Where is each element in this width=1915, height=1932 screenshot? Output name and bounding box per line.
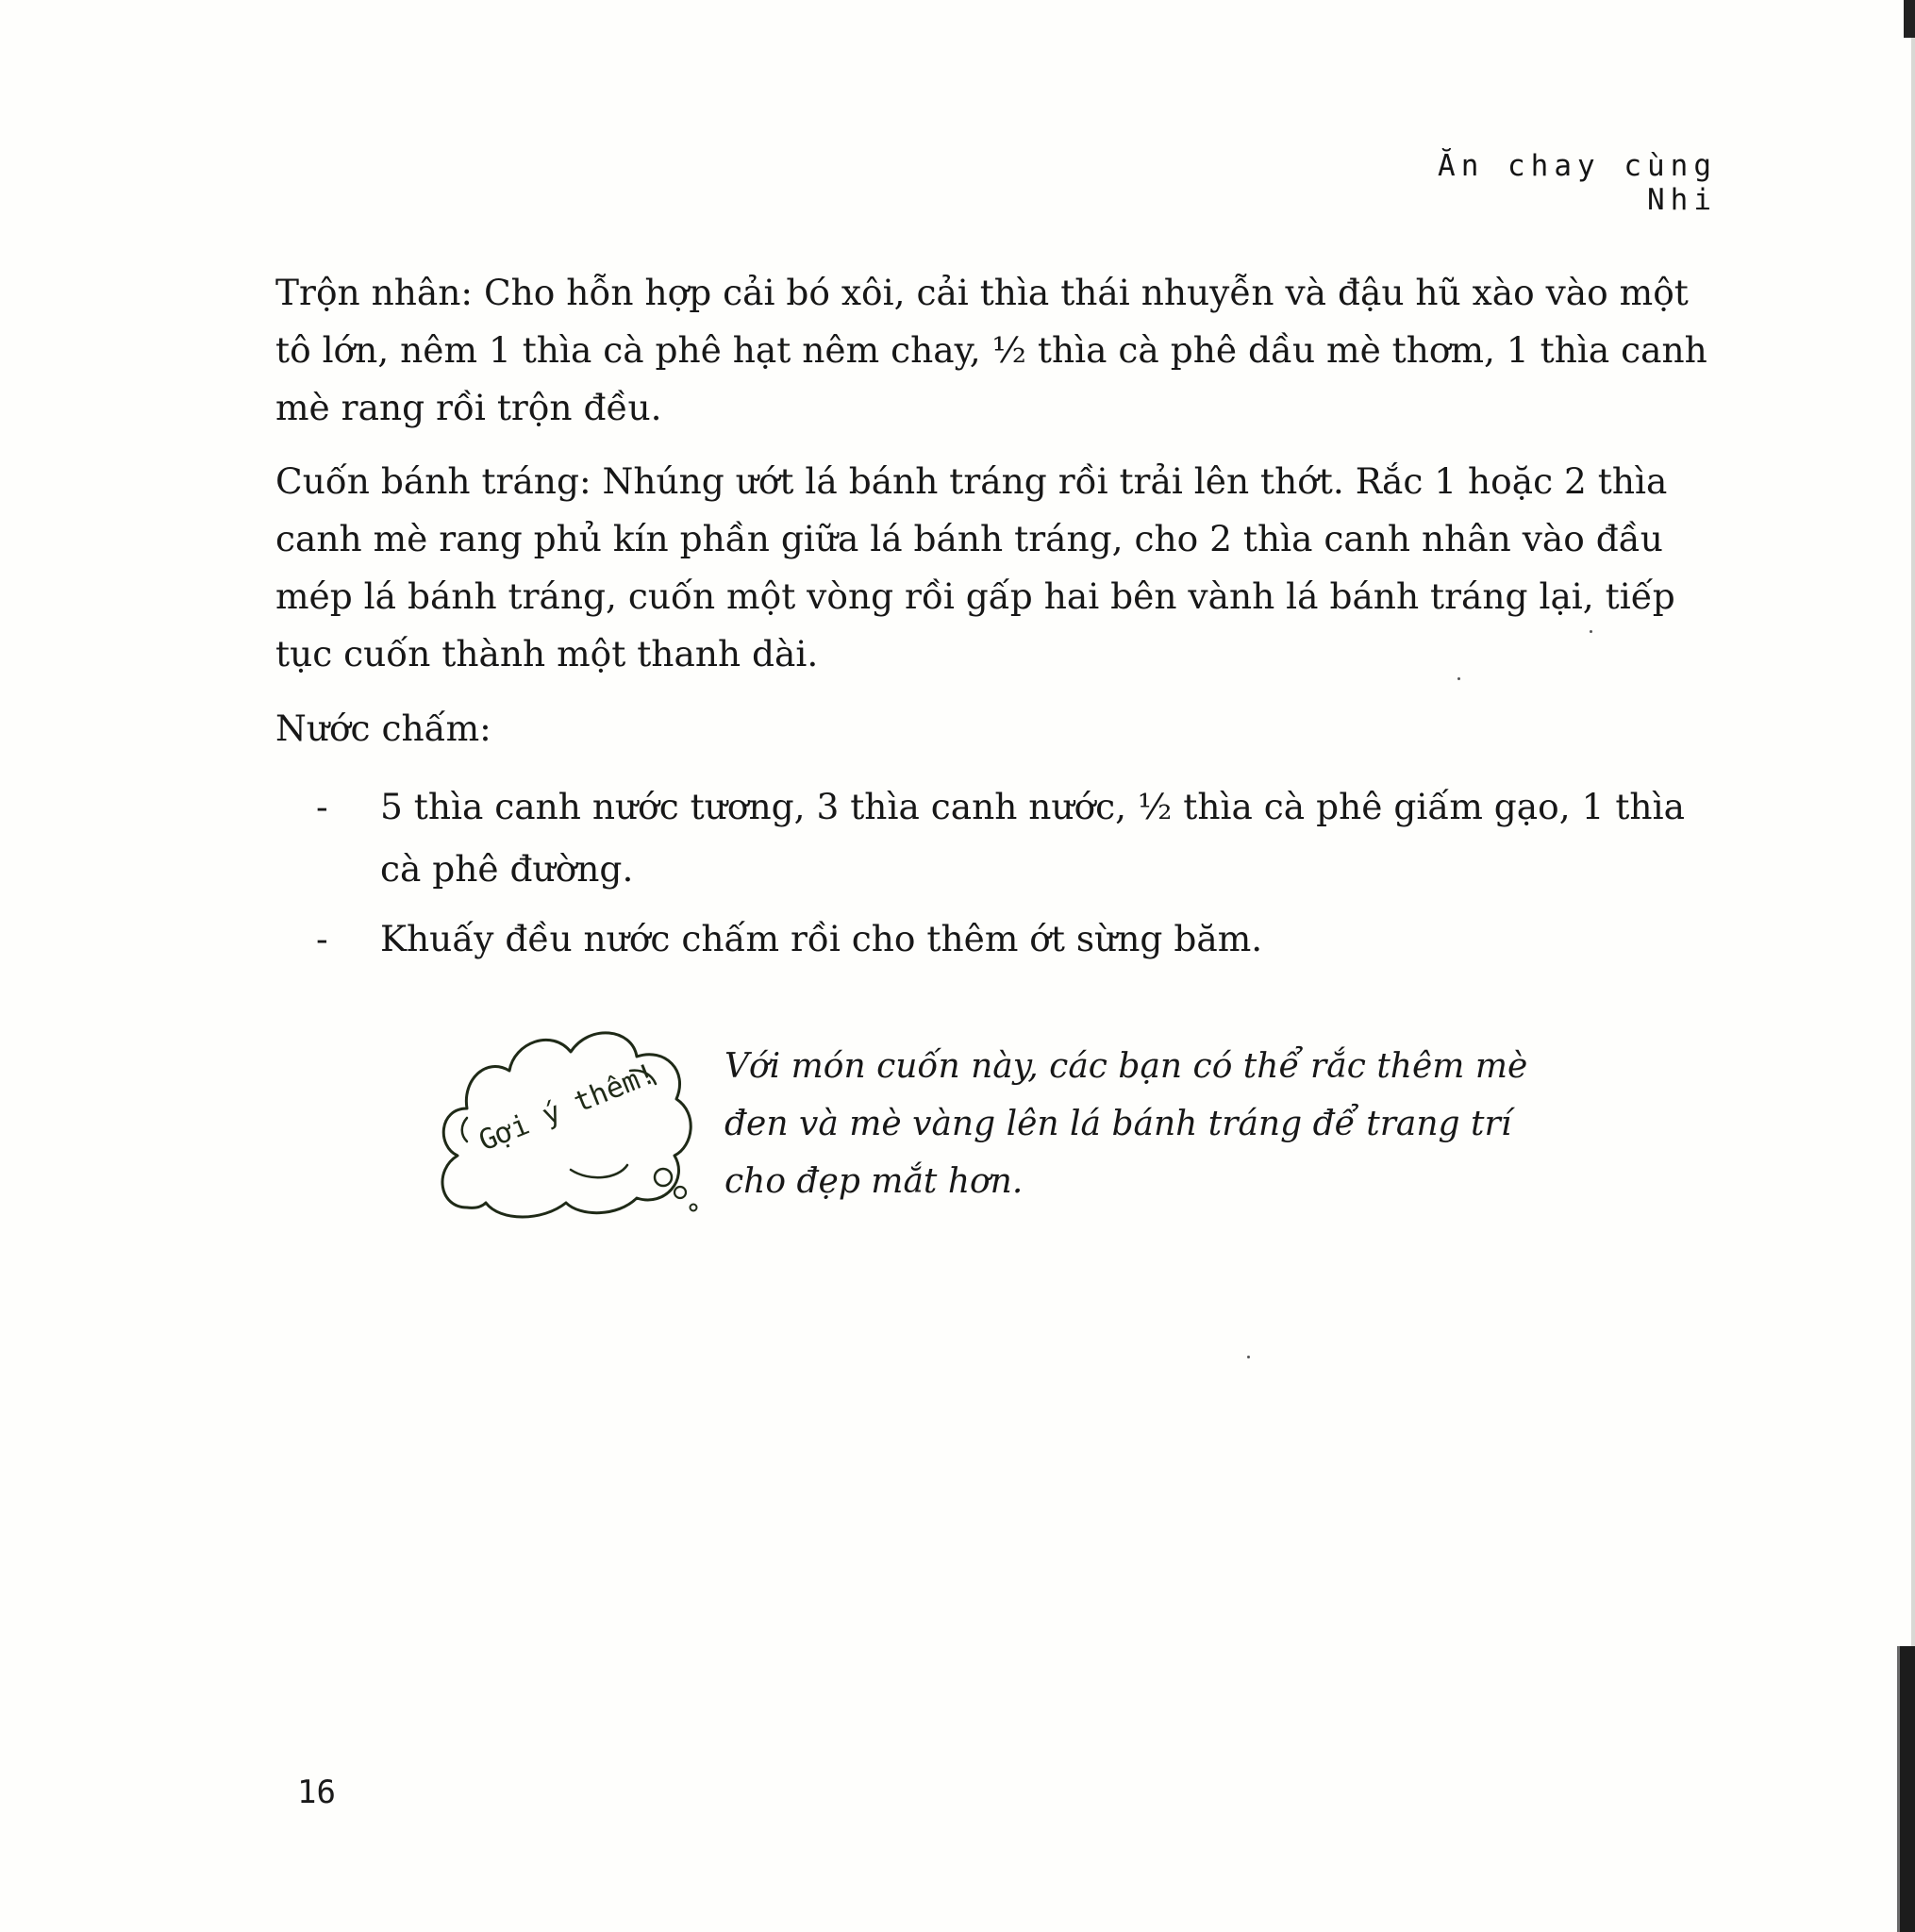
paragraph-sauce-heading: Nước chấm:: [275, 708, 491, 749]
running-head: Ăn chay cùng Nhi: [1438, 149, 1717, 217]
bullet-dash: -: [316, 786, 328, 827]
scan-edge-top: [1904, 0, 1915, 38]
paragraph-rolling: Cuốn bánh tráng: Nhúng ướt lá bánh tráng rồi trải lên thớt. Rắc 1 hoặc 2 thìa canh mè rang phủ kín phần giữa lá bánh tráng, cho 2 thìa canh nhân vào đầu mép lá bánh tráng, cuốn một vòng rồi gấp hai bên vành lá bánh tráng lại, tiếp tục cuốn thành một thanh dài.: [275, 460, 1675, 675]
list-item-text: 5 thìa canh nước tương, 3 thìa canh nước, ½ thìa cà phê giấm gạo, 1 thìa cà phê đường.: [380, 786, 1685, 890]
scan-edge: [1911, 0, 1915, 1932]
paper-speck: [1247, 1356, 1250, 1358]
book-spine-edge: [1900, 1646, 1915, 1932]
paper-speck: [1590, 630, 1592, 633]
list-item-text: Khuấy đều nước chấm rồi cho thêm ớt sừng băm.: [380, 918, 1263, 959]
tip-label: Gợi ý thêm!: [474, 1057, 661, 1158]
book-spine-strip: [1897, 1646, 1900, 1932]
tip-text: Với món cuốn này, các bạn có thể rắc thêm mè đen và mè vàng lên lá bánh tráng để trang trí cho đẹp mắt hơn.: [724, 1047, 1528, 1201]
paper-speck: [1457, 677, 1460, 680]
thought-cloud-icon: [429, 1014, 712, 1222]
paragraph-filling: Trộn nhân: Cho hỗn hợp cải bó xôi, cải thìa thái nhuyễn và đậu hũ xào vào một tô lớn, nêm 1 thìa cà phê hạt nêm chay, ½ thìa cà phê dầu mè thơm, 1 thìa canh mè rang rồi trộn đều.: [275, 272, 1707, 428]
bullet-dash: -: [316, 918, 328, 959]
page-number: 16: [297, 1774, 336, 1811]
